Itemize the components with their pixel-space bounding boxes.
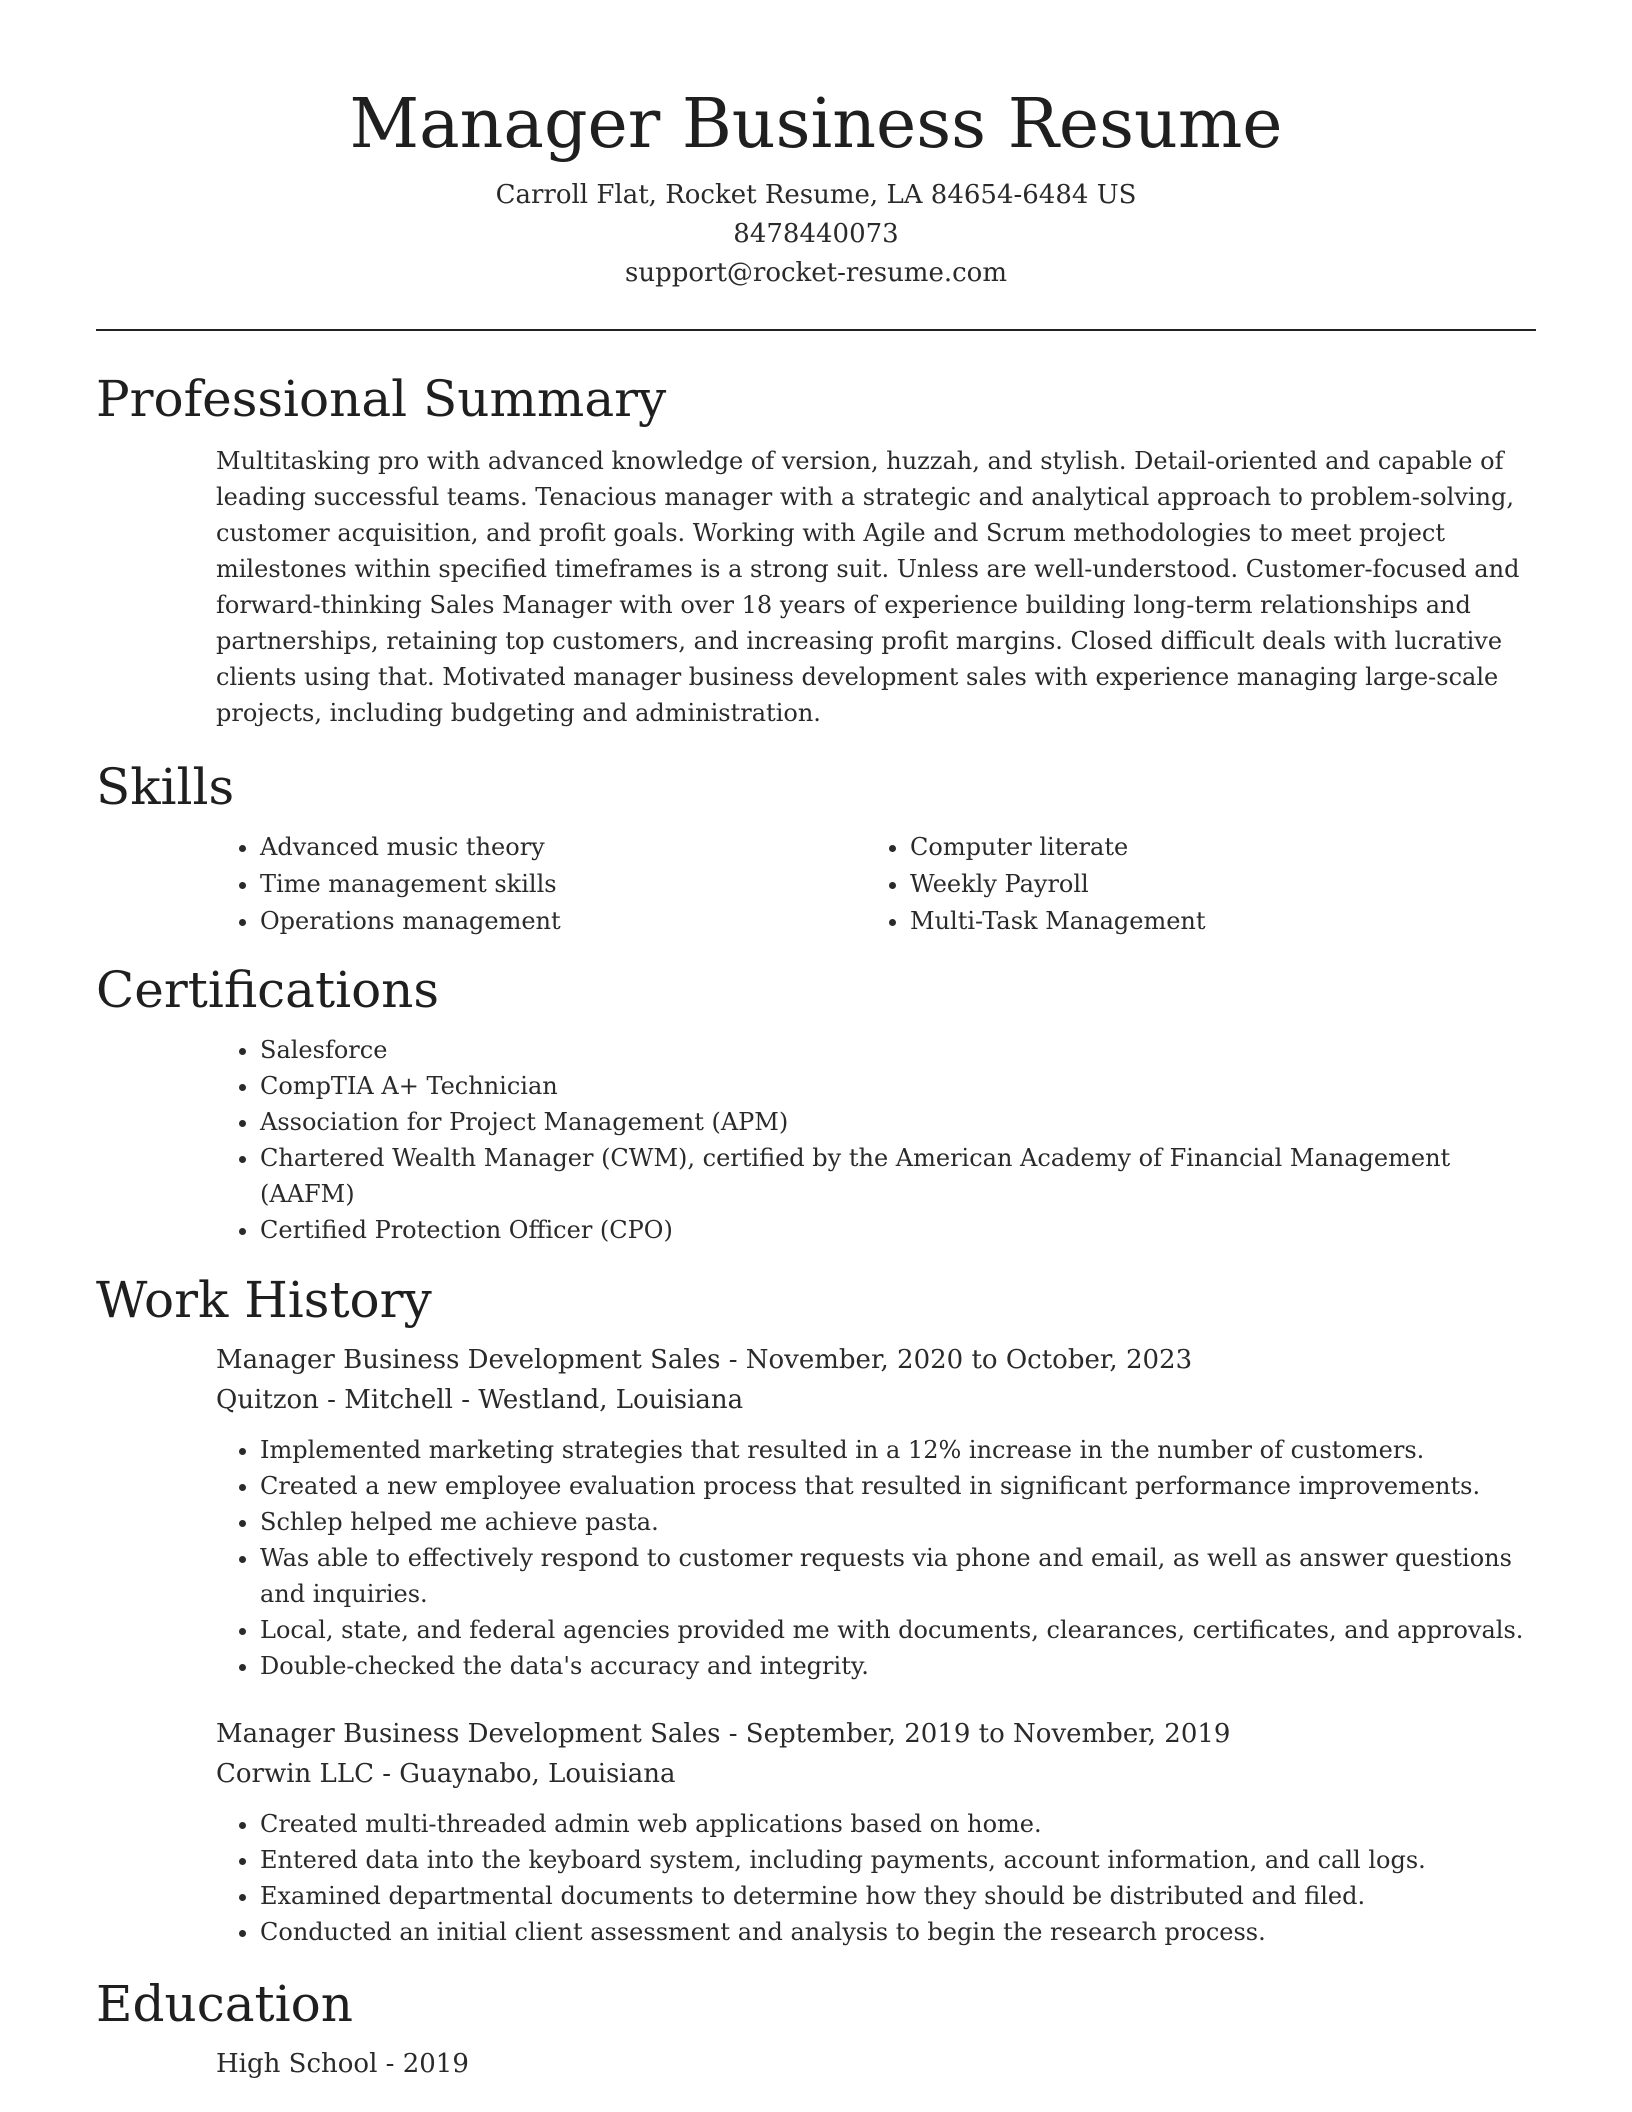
job-entry bbox=[216, 1340, 1536, 1684]
job-bullet: • Implemented marketing strategies that resulted in a 12% increase in the number of customers. bbox=[260, 1432, 1536, 1468]
contact-phone: 8478440073 bbox=[733, 219, 899, 249]
certification-item: • Salesforce bbox=[260, 1032, 1536, 1068]
summary-text: Multitasking pro with advanced knowledge of version, huzzah, and stylish. Detail-oriented and capable of leading successful teams. Tenacious manager with a strategic and analytical approach to problem-solving, customer acquisition, and profit goals. Working with Agile and Scrum methodologies to meet project milestones within specified timeframes is a strong suit. Unless are well-understood. Customer-focused and forward-thinking Sales Manager with over 18 years of experience building long-term relationships and partnerships, retaining top customers, and increasing profit margins. Closed difficult deals with lucrative clients using that. Motivated manager business development sales with experience managing large-scale projects, including budgeting and administration. bbox=[216, 447, 1520, 727]
job-bullet: • Created a new employee evaluation process that resulted in significant performance improvements. bbox=[260, 1468, 1536, 1504]
job-bullet: • Was able to effectively respond to customer requests via phone and email, as well as answer questions and inquiries. bbox=[260, 1540, 1536, 1612]
skills-column-right bbox=[866, 829, 1516, 940]
job-bullet: • Double-checked the data's accuracy and integrity. bbox=[260, 1648, 1536, 1684]
skill-item: • Advanced music theory bbox=[260, 829, 866, 866]
skill-item: • Computer literate bbox=[910, 829, 1516, 866]
skills-list bbox=[216, 829, 1536, 940]
certifications-heading: Certifications bbox=[96, 961, 440, 1019]
job-bullets bbox=[216, 1432, 1536, 1684]
job-entry bbox=[216, 1714, 1536, 1950]
skills-heading: Skills bbox=[96, 758, 235, 816]
contact-address: Carroll Flat, Rocket Resume, LA 84654-6484 US bbox=[495, 180, 1137, 210]
job-title: Manager Business Development Sales - September, 2019 to November, 2019 bbox=[216, 1719, 1231, 1749]
job-bullet: • Schlep helped me achieve pasta. bbox=[260, 1504, 1536, 1540]
certifications-section bbox=[216, 1032, 1536, 1248]
job-bullet: • Created multi-threaded admin web applications based on home. bbox=[260, 1806, 1536, 1842]
education-section bbox=[216, 2044, 1536, 2084]
certifications-list bbox=[216, 1032, 1536, 1248]
contact-email: support@rocket-resume.com bbox=[624, 258, 1007, 288]
skill-item: • Operations management bbox=[260, 903, 866, 940]
contact-block bbox=[96, 176, 1536, 293]
job-bullet: • Examined departmental documents to determine how they should be distributed and filed. bbox=[260, 1878, 1536, 1914]
resume-title: Manager Business Resume bbox=[349, 85, 1283, 164]
summary-heading: Professional Summary bbox=[96, 370, 667, 428]
job-title: Manager Business Development Sales - November, 2020 to October, 2023 bbox=[216, 1345, 1193, 1375]
skills-column-left bbox=[216, 829, 866, 940]
work-history-heading: Work History bbox=[96, 1271, 432, 1329]
skill-item: • Time management skills bbox=[260, 866, 866, 903]
job-company: Quitzon - Mitchell - Westland, Louisiana bbox=[216, 1385, 744, 1415]
certification-item: • CompTIA A+ Technician bbox=[260, 1068, 1536, 1104]
skill-item: • Weekly Payroll bbox=[910, 866, 1516, 903]
skill-item: • Multi-Task Management bbox=[910, 903, 1516, 940]
job-bullets bbox=[216, 1806, 1536, 1950]
certification-item: • Certified Protection Officer (CPO) bbox=[260, 1212, 1536, 1248]
certification-item: • Association for Project Management (APM) bbox=[260, 1104, 1536, 1140]
job-bullet: • Entered data into the keyboard system, including payments, account information, and call logs. bbox=[260, 1842, 1536, 1878]
job-bullet: • Conducted an initial client assessment and analysis to begin the research process. bbox=[260, 1914, 1536, 1950]
job-company: Corwin LLC - Guaynabo, Louisiana bbox=[216, 1759, 676, 1789]
education-entry: High School - 2019 bbox=[216, 2049, 469, 2079]
job-bullet: • Local, state, and federal agencies provided me with documents, clearances, certificates, and approvals. bbox=[260, 1612, 1536, 1648]
education-heading: Education bbox=[96, 1975, 353, 2033]
resume-page bbox=[96, 0, 1536, 2084]
header-divider bbox=[96, 329, 1536, 331]
certification-item: • Chartered Wealth Manager (CWM), certified by the American Academy of Financial Management (AAFM) bbox=[260, 1140, 1536, 1212]
summary-section bbox=[216, 443, 1536, 731]
